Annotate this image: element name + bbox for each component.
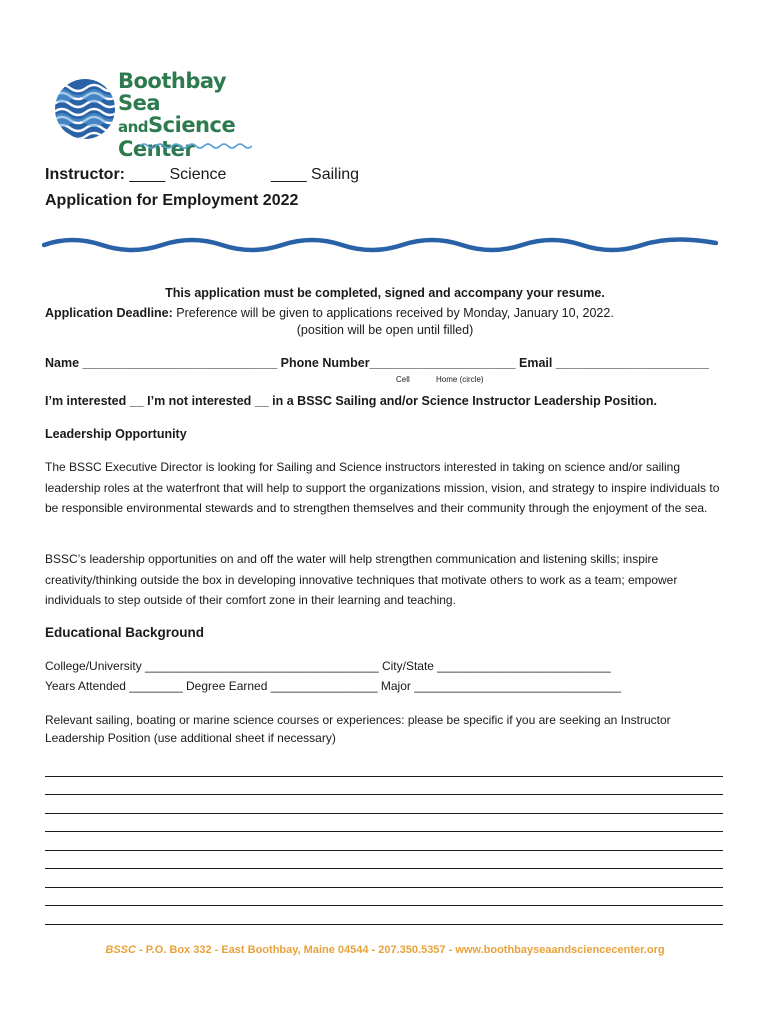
name-field[interactable]: Name ____________________________	[45, 356, 278, 370]
footer-contact	[0, 944, 770, 956]
page-title: Application for Employment 2022	[45, 192, 299, 209]
answer-line[interactable]	[45, 795, 723, 814]
deadline-label: Application Deadline:	[45, 306, 173, 320]
phone-field[interactable]: Phone Number_____________________	[280, 356, 516, 370]
leadership-paragraph-1: The BSSC Executive Director is looking for Sailing and Science instructors interested in taking on science and/or sailing leadership roles at the waterfront that will help to support the organizations mission, vision, and strategy to inspire individuals to be responsible environmental stewards and to strengthen themselves and their community through the enjoyment of the sea.	[45, 460, 720, 515]
email-field[interactable]: Email ______________________	[519, 356, 709, 370]
leadership-heading: Leadership Opportunity	[45, 427, 187, 441]
position-note: (position will be open until filled)	[296, 323, 474, 337]
relevant-experience-prompt: Relevant sailing, boating or marine science courses or experiences: please be specific if you are seeking an Instructor Leadership Position (use additional sheet if necessary)	[45, 713, 671, 745]
sailing-option[interactable]: ____ Sailing	[271, 166, 360, 183]
logo-line-3: Center	[118, 137, 195, 161]
answer-line[interactable]	[45, 851, 723, 870]
science-option[interactable]: ____ Science	[129, 166, 227, 183]
logo-wave-underline	[140, 142, 252, 150]
bssc-logo	[54, 69, 284, 161]
answer-line[interactable]	[45, 869, 723, 888]
deadline-text: Preference will be given to applications received by Monday, January 10, 2022.	[172, 306, 614, 320]
leadership-paragraph-2: BSSC’s leadership opportunities on and off the water will help strengthen communication and listening skills; inspire creativity/thinking outside the box in developing innovative techniques that motivate others to work as a team; empower individuals to step outside of their comfort zone in their learning and teaching.	[45, 552, 678, 607]
home-label[interactable]: Home (circle)	[436, 375, 484, 384]
instructor-options	[45, 166, 360, 184]
logo-line-2	[118, 92, 284, 138]
logo-word-sea: Sea	[118, 91, 161, 115]
education-heading: Educational Background	[45, 625, 205, 640]
cell-label[interactable]: Cell	[396, 375, 410, 384]
logo-word-and: and	[118, 118, 149, 136]
answer-line[interactable]	[45, 814, 723, 833]
contact-row	[45, 356, 725, 370]
interest-line[interactable]: I’m interested __ I’m not interested __ in a BSSC Sailing and/or Science Instructor Leadership Position.	[45, 394, 657, 408]
college-line[interactable]: College/University ___________________________________ City/State __________________________	[45, 659, 611, 673]
logo-line-1: Boothbay	[118, 69, 227, 93]
footer-address: - P.O. Box 332 - East Boothbay, Maine 04544 - 207.350.5357 - www.boothbayseaandsciencecenter.org	[135, 944, 665, 956]
years-line[interactable]: Years Attended ________ Degree Earned ________________ Major _______________________________	[45, 679, 622, 693]
answer-line[interactable]	[45, 777, 723, 796]
footer-org: BSSC	[105, 944, 136, 956]
answer-line[interactable]	[45, 888, 723, 907]
instructor-label: Instructor:	[45, 166, 125, 183]
answer-line[interactable]	[45, 832, 723, 851]
wave-divider	[42, 232, 718, 258]
wave-globe-icon	[54, 78, 116, 140]
logo-word-science: Science	[148, 113, 236, 137]
completion-notice: This application must be completed, signed and accompany your resume.	[165, 286, 605, 300]
deadline-line	[45, 306, 614, 320]
experience-answer-lines[interactable]	[45, 758, 723, 925]
answer-line[interactable]	[45, 758, 723, 777]
answer-line[interactable]	[45, 906, 723, 925]
